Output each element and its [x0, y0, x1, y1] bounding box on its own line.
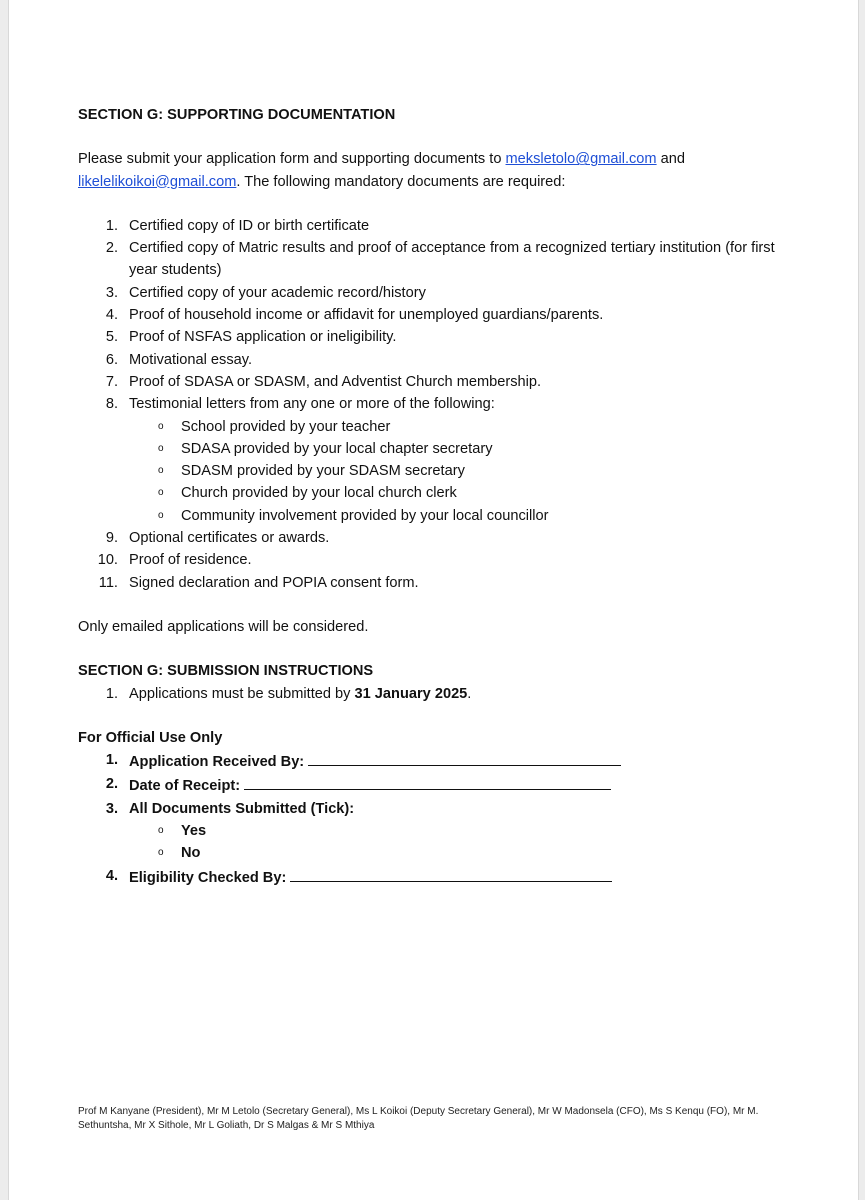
list-number: 7. [105, 373, 118, 390]
document-body [78, 104, 778, 889]
official-use-list [78, 749, 778, 889]
list-number: 10. [97, 552, 118, 569]
document-page [8, 0, 859, 1200]
circle-bullet-icon: o [158, 825, 164, 837]
list-number: 2. [105, 776, 118, 793]
list-number: 3. [105, 800, 118, 817]
circle-bullet-icon: o [158, 509, 164, 521]
list-number: 1. [105, 752, 118, 769]
official-item-label: Application Received By: [129, 754, 305, 771]
list-number: 11. [98, 574, 118, 591]
sub-list-item [129, 505, 778, 527]
sub-list-item [129, 416, 778, 438]
footer-office-bearers: Prof M Kanyane (President), Mr M Letolo (Secretary General), Ms L Koikoi (Deputy Secretary General), Mr W Madonsela (CFO), Ms S Kenqu (FO), Mr M. Sethuntsha, Mr X Sithole, Mr L Goliath, Dr S Malgas & Mr S Mthiya [78, 1106, 759, 1131]
date-of-receipt-blank-line[interactable] [244, 773, 611, 790]
testimonial-sources-list [129, 416, 778, 527]
tick-option-label: No [181, 845, 201, 862]
list-item-text: Proof of SDASA or SDASM, and Adventist Church membership. [129, 373, 542, 390]
list-number: 2. [105, 240, 118, 257]
list-number: 1. [105, 685, 118, 702]
list-item-end: . [467, 685, 472, 702]
list-item-text: Signed declaration and POPIA consent form. [129, 574, 419, 591]
circle-bullet-icon: o [158, 465, 164, 477]
list-number: 3. [105, 284, 118, 301]
official-item-received-by [78, 749, 778, 773]
list-item-text: Proof of household income or affidavit for unemployed guardians/parents. [129, 307, 604, 324]
list-item [78, 683, 778, 705]
list-number: 4. [105, 307, 118, 324]
list-item-text: Optional certificates or awards. [129, 530, 330, 547]
intro-text-before: Please submit your application form and supporting documents to [78, 151, 506, 168]
tick-option-yes[interactable] [129, 820, 778, 842]
section-documentation-heading: SECTION G: SUPPORTING DOCUMENTATION [78, 107, 396, 123]
list-item-text: Certified copy of Matric results and proof of acceptance from a recognized tertiary institution (for first year students) [129, 240, 775, 279]
tick-option-label: Yes [181, 823, 207, 840]
list-item-text: Certified copy of ID or birth certificate [129, 217, 370, 234]
list-number: 1. [105, 217, 118, 234]
list-number: 6. [105, 351, 118, 368]
submission-deadline: 31 January 2025 [354, 685, 468, 702]
official-item-label: Date of Receipt: [129, 778, 241, 795]
sub-list-item-text: Community involvement provided by your local councillor [181, 507, 549, 524]
intro-text-and: and [656, 151, 685, 168]
sub-list-item [129, 482, 778, 504]
official-item-date-of-receipt [78, 773, 778, 797]
email-link-meksletolo[interactable]: meksletolo@gmail.com [505, 151, 657, 168]
circle-bullet-icon: o [158, 487, 164, 499]
list-number: 4. [105, 867, 118, 884]
list-item [78, 237, 778, 282]
list-item [78, 371, 778, 393]
list-item-text: Proof of NSFAS application or ineligibility. [129, 329, 397, 346]
sub-list-item-text: SDASM provided by your SDASM secretary [181, 463, 465, 480]
sub-list-item-text: SDASA provided by your local chapter secretary [181, 440, 493, 457]
sub-list-item [129, 438, 778, 460]
received-by-blank-line[interactable] [308, 749, 621, 766]
sub-list-item-text: School provided by your teacher [181, 418, 391, 435]
circle-bullet-icon: o [158, 442, 164, 454]
list-item [78, 215, 778, 237]
list-item [78, 349, 778, 371]
eligibility-checked-blank-line[interactable] [290, 865, 612, 882]
list-item-text: Certified copy of your academic record/history [129, 284, 426, 301]
list-number: 5. [105, 329, 118, 346]
list-item [78, 326, 778, 348]
official-item-label: All Documents Submitted (Tick): [129, 800, 355, 817]
list-item-text: Motivational essay. [129, 351, 253, 368]
list-item [78, 393, 778, 527]
list-item-text: Applications must be submitted by [129, 685, 355, 702]
intro-text-after: . The following mandatory documents are required: [236, 173, 566, 190]
emailed-only-note: Only emailed applications will be considered. [78, 618, 369, 635]
official-use-heading: For Official Use Only [78, 729, 223, 746]
list-item [78, 304, 778, 326]
submission-instructions-list [78, 683, 778, 705]
list-item-text: Testimonial letters from any one or more of the following: [129, 396, 495, 413]
list-number: 9. [105, 530, 118, 547]
official-item-documents-submitted [78, 798, 778, 865]
official-item-eligibility-checked-by [78, 865, 778, 889]
email-link-likelelikoikoi[interactable]: likelelikoikoi@gmail.com [78, 173, 237, 190]
tick-option-no[interactable] [129, 842, 778, 864]
list-item [78, 527, 778, 549]
official-item-label: Eligibility Checked By: [129, 869, 287, 886]
tick-options-list [129, 820, 778, 865]
list-number: 8. [105, 396, 118, 413]
section-submission-heading: SECTION G: SUBMISSION INSTRUCTIONS [78, 663, 374, 680]
circle-bullet-icon: o [158, 420, 164, 432]
list-item [78, 549, 778, 571]
mandatory-documents-list [78, 215, 778, 594]
list-item-text: Proof of residence. [129, 552, 252, 569]
list-item [78, 282, 778, 304]
list-item [78, 572, 778, 594]
intro-paragraph [78, 148, 778, 193]
circle-bullet-icon: o [158, 847, 164, 859]
sub-list-item-text: Church provided by your local church clerk [181, 485, 457, 502]
sub-list-item [129, 460, 778, 482]
